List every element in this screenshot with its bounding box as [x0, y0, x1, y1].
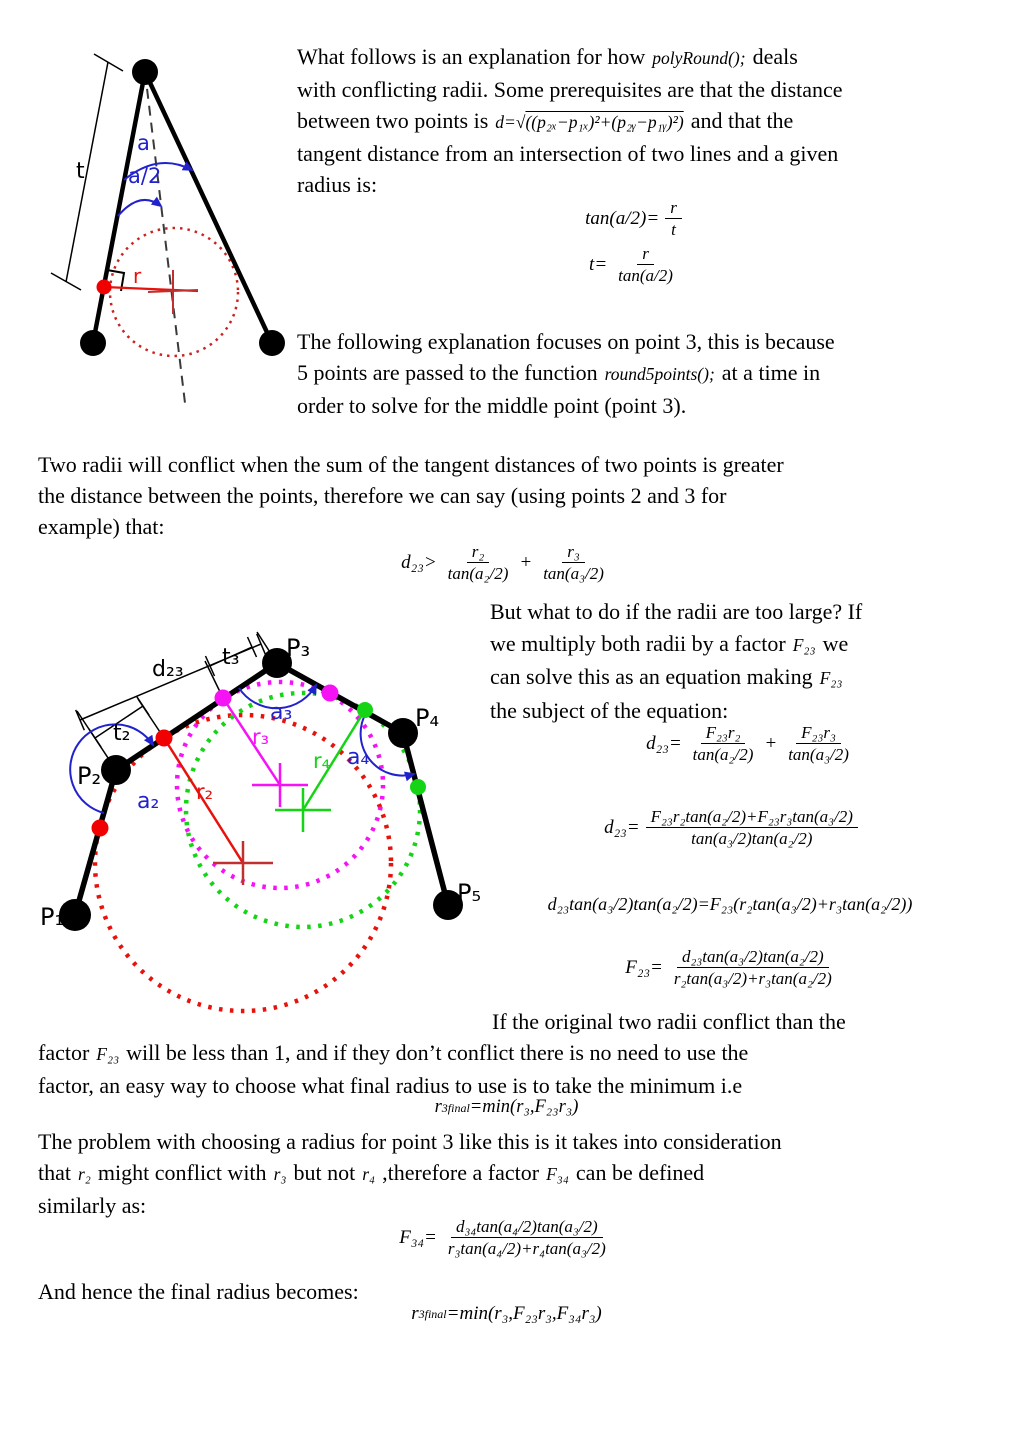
tangent-point — [97, 280, 112, 295]
formula-lhs: d₂₃> — [401, 551, 437, 573]
fraction: $\frac{r}{t}$ — [665, 197, 682, 241]
formula-rest: =min(r₃,F₂₃r₃) — [469, 1097, 579, 1117]
fraction: $\frac{\text{F₂₃r₂tan(a₂/2)+F₂₃r₃tan(a₃/2)}}{\text{tan(a₃/2)tan(a₂/2)}}$ — [646, 806, 858, 850]
text-line: we multiply both radii by a factor — [490, 630, 786, 656]
tangent-dot-red-1 — [92, 820, 109, 837]
point-p4 — [388, 718, 418, 748]
text-line: ,therefore a factor — [382, 1160, 540, 1185]
tangent-dot-green-2 — [410, 779, 426, 795]
distance-formula-radicand: ((p₂ₓ−p₁ₓ)²+(p₂ᵧ−p₁ᵧ)²) — [525, 112, 684, 132]
formula-lhs: t= — [589, 253, 608, 275]
fraction: $\frac{\text{F₂₃r₂}}{\text{tan(a₂/2)}}$ — [692, 723, 754, 765]
t-dimension-line — [66, 62, 108, 282]
label-p3: P₃ — [286, 634, 311, 662]
formula-t-def — [500, 243, 770, 287]
inline-math-r3: r₃ — [273, 1164, 287, 1184]
text-line: order to solve for the middle point (point 3). — [297, 393, 687, 418]
formula-rest: =min(r₃,F₂₃r₃,F₃₄r₃) — [446, 1303, 602, 1324]
text-line: that — [38, 1160, 71, 1185]
plus-operator: + — [519, 551, 533, 573]
t-dimension-tick-top — [94, 54, 123, 71]
formula-r3final-min — [0, 1097, 1013, 1118]
inline-math-f23: F₂₃ — [96, 1044, 120, 1064]
formula-base: r — [411, 1303, 419, 1324]
formula-d23-inequality — [0, 541, 1013, 585]
inline-math-f23: F₂₃ — [792, 634, 816, 655]
text-line: The problem with choosing a radius for point 3 like this is it takes into consideration — [38, 1129, 782, 1154]
formula-tan-def — [500, 197, 770, 241]
formula-f34 — [0, 1216, 1013, 1260]
paragraph-focus-point3 — [297, 326, 1003, 421]
label-p5: P₅ — [457, 879, 482, 907]
label-p2: P₂ — [77, 762, 102, 790]
polyline-radius-diagram — [30, 598, 490, 1034]
paragraph-conflict-result-first-line — [492, 1006, 1012, 1037]
inline-math-f34: F₃₄ — [546, 1164, 569, 1184]
formula-subscript: 3final — [418, 1307, 447, 1321]
tangent-dot-magenta-2 — [322, 685, 339, 702]
inline-code-polyround: polyRound(); — [652, 48, 746, 68]
formula-lhs: tan(a/2)= — [585, 207, 660, 229]
formula-lhs: F₃₄= — [399, 1226, 437, 1248]
t-dimension-tick-bottom — [51, 273, 81, 290]
text-line: the subject of the equation: — [490, 697, 729, 723]
label-r: r — [133, 264, 142, 288]
formula-subscript: 3final — [441, 1100, 470, 1115]
label-a-half: a/2 — [128, 164, 162, 188]
label-t: t — [76, 159, 85, 184]
inline-math-r2: r₂ — [78, 1164, 91, 1184]
text-line: example) that: — [38, 514, 165, 539]
label-d23: d₂₃ — [152, 657, 184, 682]
tangent-dot-green-1 — [357, 702, 373, 718]
text-line: will be less than 1, and if they don’t conflict there is no need to use the — [126, 1040, 749, 1065]
paragraph-factor — [490, 596, 1010, 726]
inline-math-f23: F₂₃ — [819, 668, 843, 688]
text-line: but not — [293, 1160, 356, 1185]
text-line: the distance between the points, therefore we can say (using points 2 and 3 for — [38, 483, 727, 508]
distance-formula-lhs: d=√ — [495, 112, 526, 132]
bottom-left-point — [80, 330, 106, 356]
fraction: $\frac{\text{r₃}}{\text{tan(a₃/2)}}$ — [543, 542, 604, 584]
t2-tick-right — [137, 697, 149, 715]
right-edge-line — [145, 72, 272, 343]
apex-point — [132, 59, 158, 85]
label-t2: t₂ — [113, 721, 131, 746]
fraction: $\frac{\text{d₂₃tan(a₃/2)tan(a₂/2)}}{\text{r₂tan(a₃/2)+r₃tan(a₂/2)}}$ — [673, 947, 832, 989]
text-line: radius is: — [297, 172, 378, 197]
text-line: What follows is an explanation for how — [297, 44, 646, 69]
tangent-dot-red-2 — [156, 730, 173, 747]
point-p2 — [101, 755, 131, 785]
text-line: The following explanation focuses on point 3, this is because — [297, 329, 835, 354]
label-a3: a₃ — [270, 700, 293, 725]
label-p1: P₁ — [40, 903, 65, 931]
paragraph-intro — [297, 41, 1003, 200]
formula-lhs: d₂₃= — [646, 732, 682, 754]
label-r4: r₄ — [313, 749, 331, 773]
text-line: between two points is — [297, 108, 489, 133]
text-line: factor — [38, 1040, 90, 1065]
bisector-dashed-line — [145, 72, 185, 403]
formula-lhs: d₂₃= — [604, 816, 640, 838]
text-line: similarly as: — [38, 1193, 147, 1218]
fraction: $\frac{\text{d₃₄tan(a₄/2)tan(a₃/2)}}{\text{r₃tan(a₄/2)+r₄tan(a₃/2)}}$ — [447, 1217, 606, 1259]
text-line: Two radii will conflict when the sum of the tangent distances of two points is greater — [38, 452, 784, 477]
paragraph-conflict-result — [38, 1037, 1003, 1101]
label-a4: a₄ — [347, 745, 370, 770]
plus-operator: + — [764, 732, 778, 754]
text-line: But what to do if the radii are too large? If — [490, 599, 863, 624]
label-t3: t₃ — [222, 645, 240, 670]
tangent-dot-magenta-1 — [215, 690, 232, 707]
label-a2: a₂ — [137, 789, 160, 814]
paragraph-conflict — [38, 449, 998, 542]
text-line: at a time in — [721, 360, 821, 385]
text-line: If the original two radii conflict than the — [492, 1009, 846, 1034]
text-line: might conflict with — [97, 1160, 267, 1185]
fraction: $\frac{\text{F₂₃r₃}}{\text{tan(a₃/2)}}$ — [788, 723, 849, 765]
fraction: r₂ tan(a₂/2) — [447, 542, 509, 584]
formula-r3final-full — [0, 1303, 1013, 1325]
formula-d23-linear — [445, 894, 1013, 915]
formula-f23-solution — [470, 946, 995, 990]
label-p4: P₄ — [415, 704, 440, 732]
angle-tangent-diagram — [30, 40, 312, 420]
bottom-right-point — [259, 330, 285, 356]
text-line: with conflicting radii. Some prerequisites are that the distance — [297, 77, 843, 102]
text-line: 5 points are passed to the function — [297, 360, 598, 385]
text-line: can be defined — [575, 1160, 705, 1185]
angle-a2-arc — [118, 200, 161, 216]
text-line: deals — [752, 44, 798, 69]
label-r3: r₃ — [252, 725, 270, 749]
formula-d23-with-factor — [490, 722, 1013, 766]
text-line: and that the — [690, 108, 794, 133]
left-edge-line — [93, 72, 145, 343]
formula-d23-combined — [470, 806, 995, 850]
text-line: tangent distance from an intersection of two lines and a given — [297, 141, 839, 166]
text-line: we — [822, 630, 849, 656]
text-line: can solve this as an equation making — [490, 664, 813, 689]
formula-lhs: F₂₃= — [625, 956, 663, 978]
label-r2: r₂ — [196, 780, 214, 804]
inline-math-r4: r₄ — [362, 1164, 376, 1184]
paragraph-problem — [38, 1126, 1003, 1221]
formula-text: d₂₃tan(a₃/2)tan(a₂/2)=F₂₃(r₂tan(a₃/2)+r₃tan(a₂/2)) — [547, 894, 913, 914]
label-a: a — [137, 131, 150, 155]
formula-base: r — [434, 1097, 442, 1117]
text-line: factor, an easy way to choose what final radius to use is to take the minimum i.e — [38, 1073, 743, 1098]
text-line: And hence the final radius becomes: — [38, 1279, 359, 1304]
fraction: $\frac{r}{\tan(a/2)}$ — [618, 244, 673, 286]
inline-code-round5points: round5points(); — [604, 364, 715, 384]
